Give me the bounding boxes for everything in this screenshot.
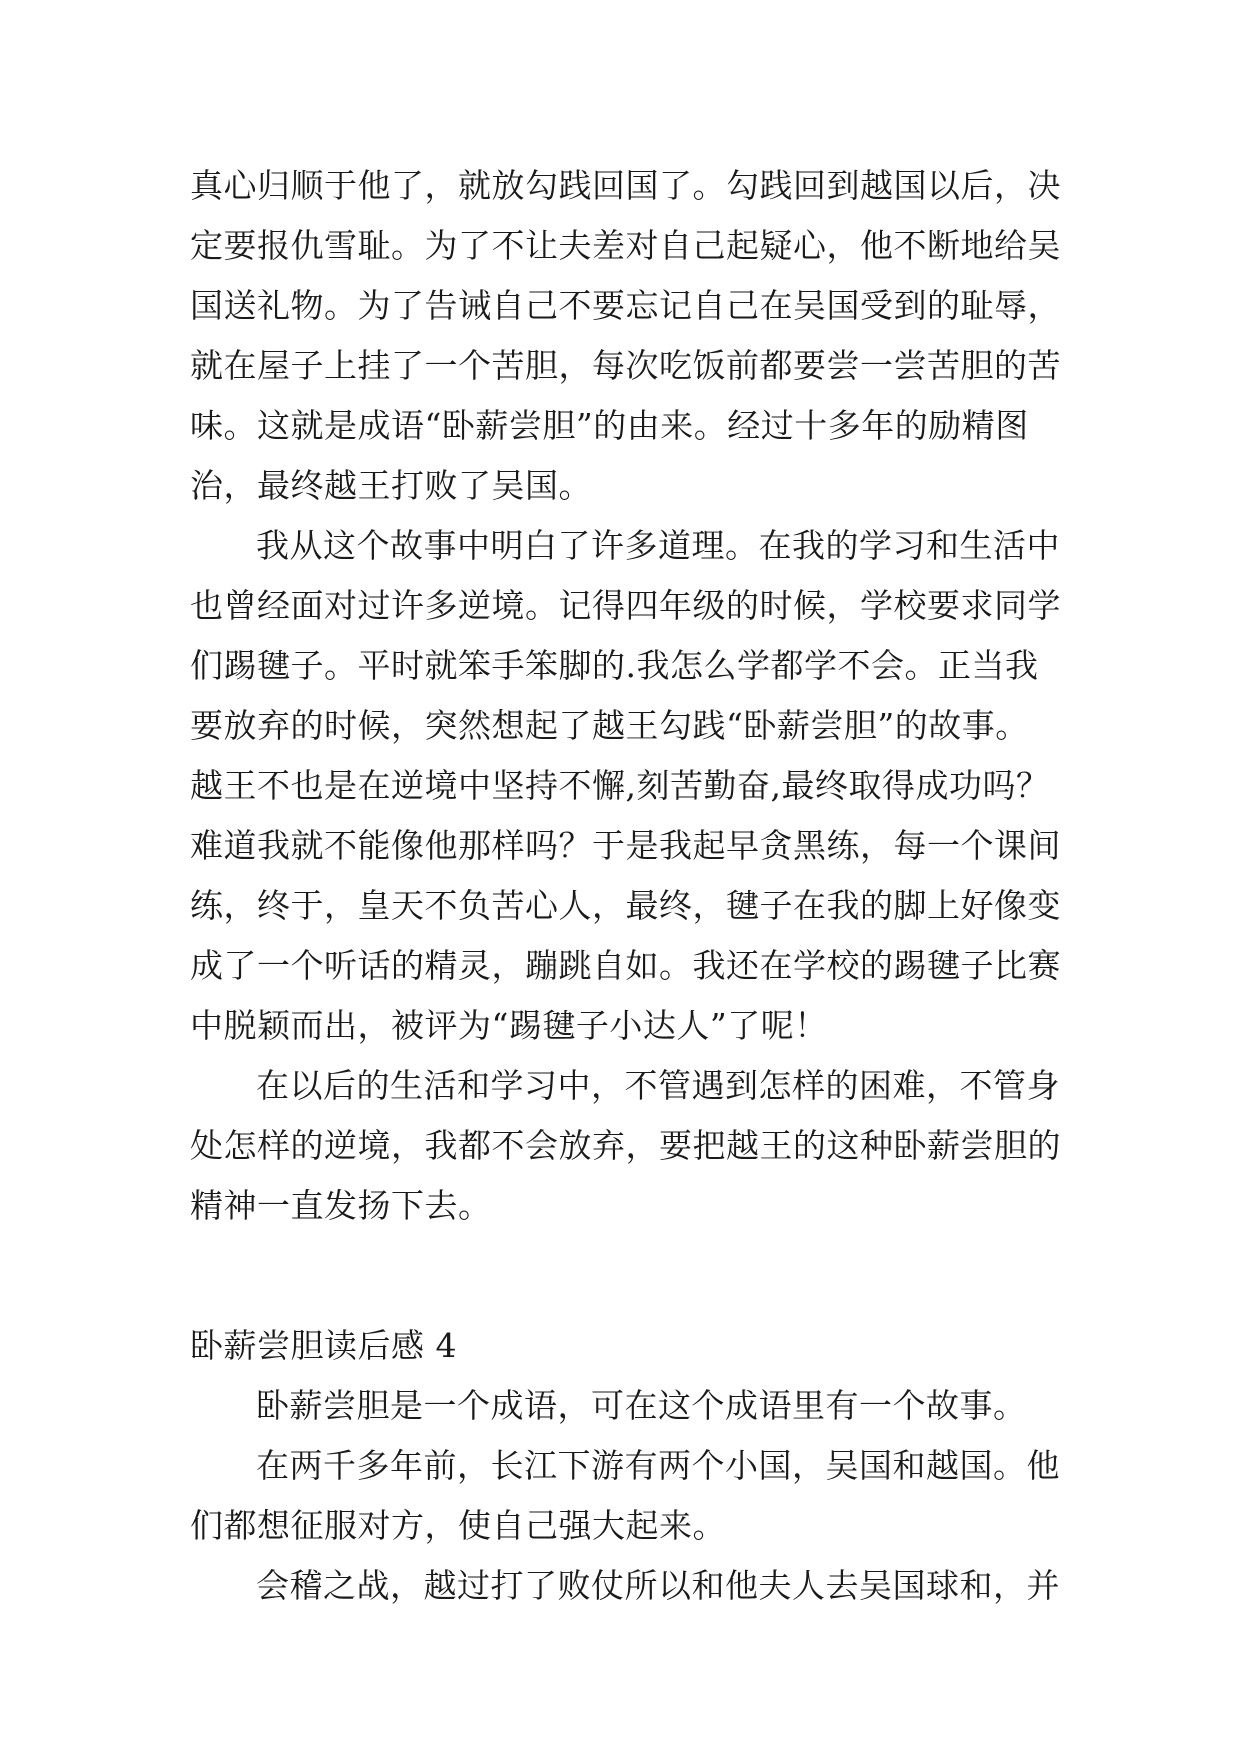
- section-heading: 卧薪尝胆读后感 4: [190, 1326, 457, 1365]
- text-line: 要放弃的时候，突然想起了越王勾践“卧薪尝胆”的故事。: [190, 706, 1029, 745]
- paragraph-start-line: 我从这个故事中明白了许多道理。在我的学习和生活中: [256, 526, 1060, 565]
- paragraph-start-line: 会稽之战，越过打了败仗所以和他夫人去吴国球和，并: [256, 1566, 1060, 1605]
- text-line: 越王不也是在逆境中坚持不懈,刻苦勤奋,最终取得成功吗？: [190, 766, 1050, 805]
- text-line: 就在屋子上挂了一个苦胆，每次吃饭前都要尝一尝苦胆的苦: [190, 346, 1061, 385]
- document-body: [190, 156, 1070, 1616]
- text-line: 精神一直发扬下去。: [190, 1186, 492, 1225]
- text-line: 们都想征服对方，使自己强大起来。: [190, 1506, 726, 1545]
- text-line: 治，最终越王打败了吴国。: [190, 466, 592, 505]
- text-line: 真心归顺于他了，就放勾践回国了。勾践回到越国以后，决: [190, 166, 1061, 205]
- text-line: 们踢毽子。平时就笨手笨脚的.我怎么学都学不会。正当我: [190, 646, 1039, 685]
- text-line: 也曾经面对过许多逆境。记得四年级的时候，学校要求同学: [190, 586, 1061, 625]
- section-gap: [190, 1236, 1070, 1316]
- text-line: 处怎样的逆境，我都不会放弃，要把越王的这种卧薪尝胆的: [190, 1126, 1061, 1165]
- text-line: 难道我就不能像他那样吗？于是我起早贪黑练，每一个课间: [190, 826, 1061, 865]
- paragraph-start-line: 卧薪尝胆是一个成语，可在这个成语里有一个故事。: [256, 1386, 1027, 1425]
- text-line: 味。这就是成语“卧薪尝胆”的由来。经过十多年的励精图: [190, 406, 1029, 445]
- text-line: 练，终于，皇天不负苦心人，最终，毽子在我的脚上好像变: [190, 886, 1061, 925]
- text-line: 国送礼物。为了告诫自己不要忘记自己在吴国受到的耻辱，: [190, 286, 1061, 325]
- text-line: 中脱颖而出，被评为“踢毽子小达人”了呢！: [190, 1006, 828, 1045]
- text-line: 成了一个听话的精灵，蹦跳自如。我还在学校的踢毽子比赛: [190, 946, 1061, 985]
- paragraph-start-line: 在两千多年前，长江下游有两个小国，吴国和越国。他: [256, 1446, 1060, 1485]
- text-line: 定要报仇雪耻。为了不让夫差对自己起疑心，他不断地给吴: [190, 226, 1061, 265]
- paragraph-start-line: 在以后的生活和学习中，不管遇到怎样的困难，不管身: [256, 1066, 1060, 1105]
